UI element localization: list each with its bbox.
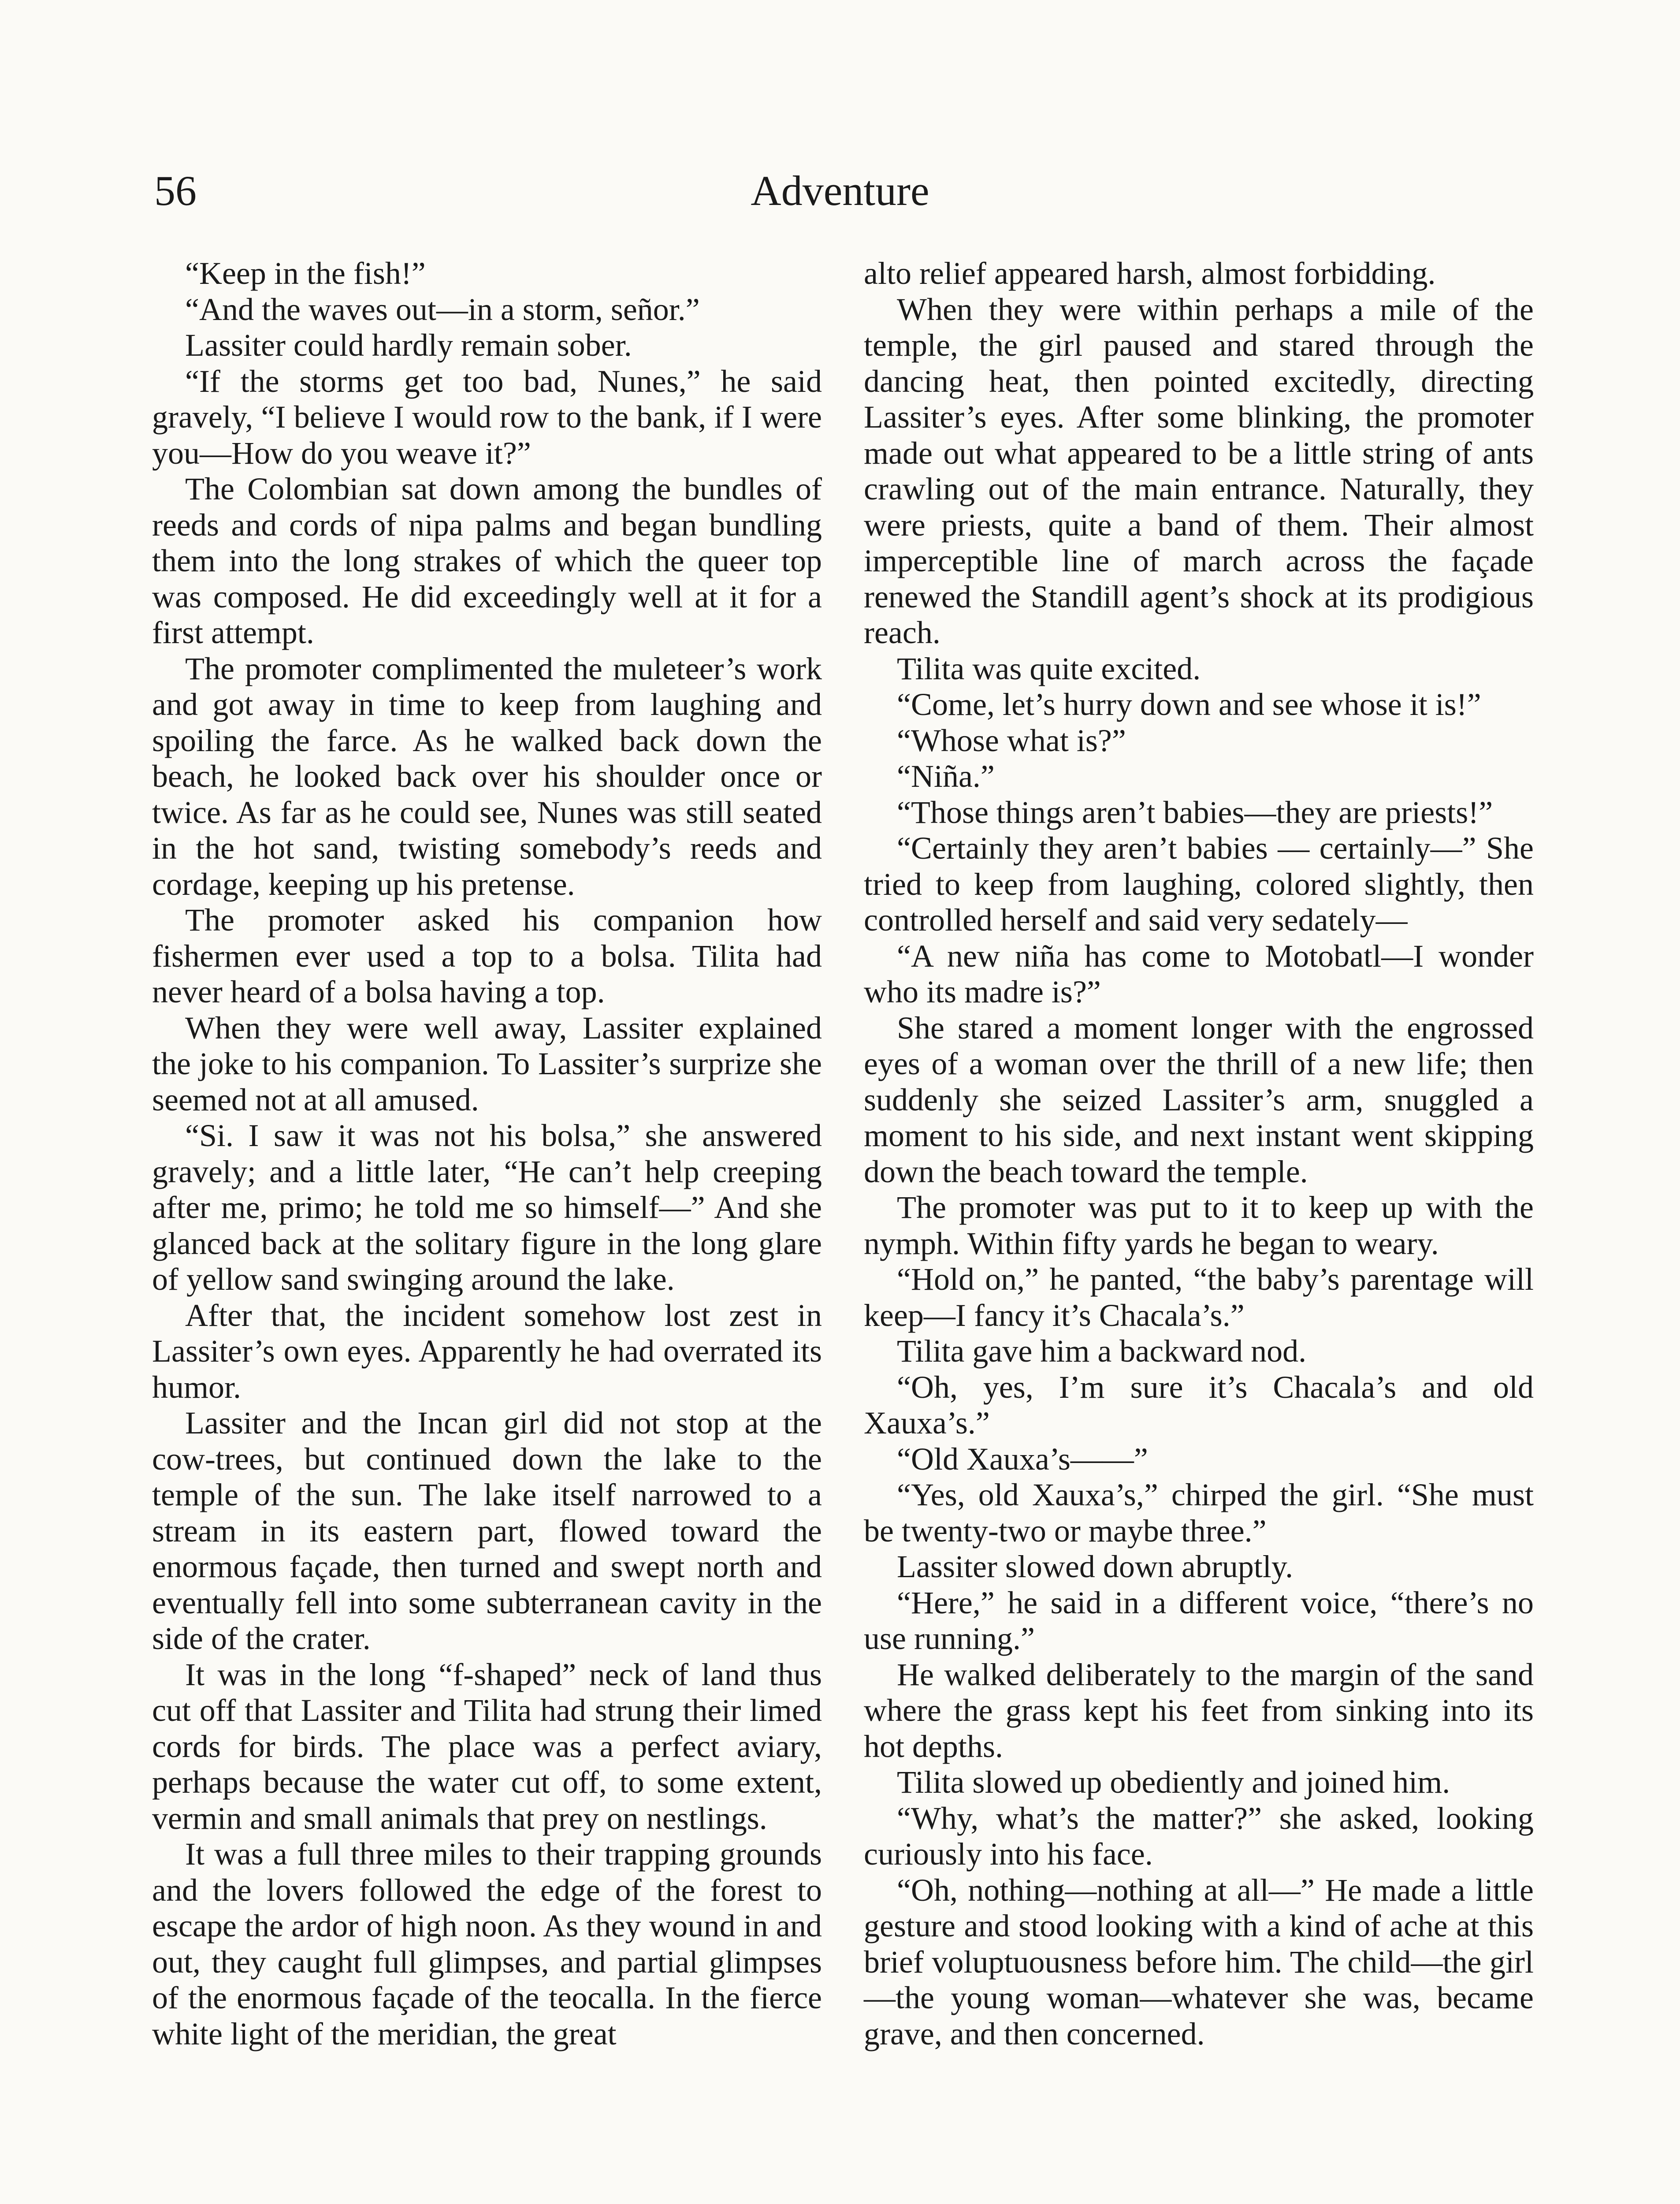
right-text-column xyxy=(864,256,1534,2052)
paragraph: “Keep in the fish!” xyxy=(185,256,426,291)
page-header xyxy=(154,167,1526,231)
paragraph: It was a full three miles to their trapping grounds and the lovers followed the edge of the forest to escape the ardor of high noon. As they wound in and out, they caught full glimpses, and partial glimpses of the enormous façade of the teocalla. In the fierce white light of the meridian, the great xyxy=(152,1836,822,2051)
paragraph: Tilita gave him a backward nod. xyxy=(897,1333,1307,1369)
paragraph: After that, the incident somehow lost zest in Lassiter’s own eyes. Apparently he had overrated its humor. xyxy=(152,1297,822,1405)
paragraph: “Come, let’s hurry down and see whose it is!” xyxy=(897,687,1481,722)
paragraph: Lassiter slowed down abruptly. xyxy=(897,1549,1293,1584)
paragraph: The Colombian sat down among the bundles of reeds and cords of nipa palms and began bundling them into the long strakes of which the queer top was composed. He did exceedingly well at it for a first attempt. xyxy=(152,471,822,650)
paragraph: “Why, what’s the matter?” she asked, looking curiously into his face. xyxy=(864,1800,1534,1872)
paragraph: The promoter complimented the muleteer’s work and got away in time to keep from laughing and spoiling the farce. As he walked back down the beach, he looked back over his shoulder once or twice. As far as he could see, Nunes was still seated in the hot sand, twisting somebody’s reeds and cordage, keeping up his pretense. xyxy=(152,651,822,902)
paragraph: Tilita was quite excited. xyxy=(897,651,1201,686)
paragraph: “Niña.” xyxy=(897,759,995,794)
paragraph: alto relief appeared harsh, almost forbidding. xyxy=(864,256,1436,291)
paragraph: “Hold on,” he panted, “the baby’s parentage will keep—I fancy it’s Chacala’s.” xyxy=(864,1262,1534,1333)
paragraph: “Whose what is?” xyxy=(897,722,1126,758)
paragraph: When they were within perhaps a mile of the temple, the girl paused and stared through the dancing heat, then pointed excitedly, directing Lassiter’s eyes. After some blinking, the promoter made out what appeared to be a little string of ants crawling out of the main entrance. Naturally, they were priests, quite a band of them. Their almost imperceptible line of march across the façade renewed the Standill agent’s shock at its prodigious reach. xyxy=(864,291,1534,650)
left-text-column xyxy=(152,256,822,2052)
paragraph: He walked deliberately to the margin of the sand where the grass kept his feet from sinking into its hot depths. xyxy=(864,1657,1534,1764)
paragraph: “If the storms get too bad, Nunes,” he said gravely, “I believe I would row to the bank, if I were you—How do you weave it?” xyxy=(152,363,822,471)
paragraph: “Certainly they aren’t babies — certainly—” She tried to keep from laughing, colored slightly, then controlled herself and said very sedately— xyxy=(864,830,1534,938)
paragraph: It was in the long “f-shaped” neck of land thus cut off that Lassiter and Tilita had strung their limed cords for birds. The place was a perfect aviary, perhaps because the water cut off, to some extent, vermin and small animals that prey on nestlings. xyxy=(152,1657,822,1836)
paragraph: When they were well away, Lassiter explained the joke to his companion. To Lassiter’s surprize she seemed not at all amused. xyxy=(152,1010,822,1117)
paragraph: “Old Xauxa’s——” xyxy=(897,1441,1148,1477)
paragraph: “Oh, nothing—nothing at all—” He made a little gesture and stood looking with a kind of ache at this brief voluptuousness before him. The child—the girl—the young woman—whatever she was, became grave, and then concerned. xyxy=(864,1872,1534,2051)
paragraph: “Yes, old Xauxa’s,” chirped the girl. “She must be twenty-two or maybe three.” xyxy=(864,1477,1534,1549)
page-number: 56 xyxy=(154,167,197,214)
paragraph: “Oh, yes, I’m sure it’s Chacala’s and old Xauxa’s.” xyxy=(864,1369,1534,1441)
paragraph: She stared a moment longer with the engrossed eyes of a woman over the thrill of a new life; then suddenly she seized Lassiter’s arm, snuggled a moment to his side, and next instant went skipping down the beach toward the temple. xyxy=(864,1010,1534,1189)
running-title: Adventure xyxy=(751,167,929,214)
paragraph: Lassiter could hardly remain sober. xyxy=(185,328,632,363)
paragraph: The promoter asked his companion how fishermen ever used a top to a bolsa. Tilita had never heard of a bolsa having a top. xyxy=(152,902,822,1009)
paragraph: Lassiter and the Incan girl did not stop at the cow-trees, but continued down the lake to the temple of the sun. The lake itself narrowed to a stream in its eastern part, flowed toward the enormous façade, then turned and swept north and eventually fell into some subterranean cavity in the side of the crater. xyxy=(152,1405,822,1656)
paragraph: “Those things aren’t babies—they are priests!” xyxy=(897,794,1493,830)
paragraph: The promoter was put to it to keep up with the nymph. Within fifty yards he began to weary. xyxy=(864,1190,1534,1261)
paragraph: “Here,” he said in a different voice, “there’s no use running.” xyxy=(864,1585,1534,1656)
paragraph: “A new niña has come to Motobatl—I wonder who its madre is?” xyxy=(864,938,1534,1009)
paragraph: “Si. I saw it was not his bolsa,” she answered gravely; and a little later, “He can’t help creeping after me, primo; he told me so himself—” And she glanced back at the solitary figure in the long glare of yellow sand swinging around the lake. xyxy=(152,1118,822,1297)
paragraph: “And the waves out—in a storm, señor.” xyxy=(185,291,700,327)
paragraph: Tilita slowed up obediently and joined him. xyxy=(897,1765,1450,1800)
